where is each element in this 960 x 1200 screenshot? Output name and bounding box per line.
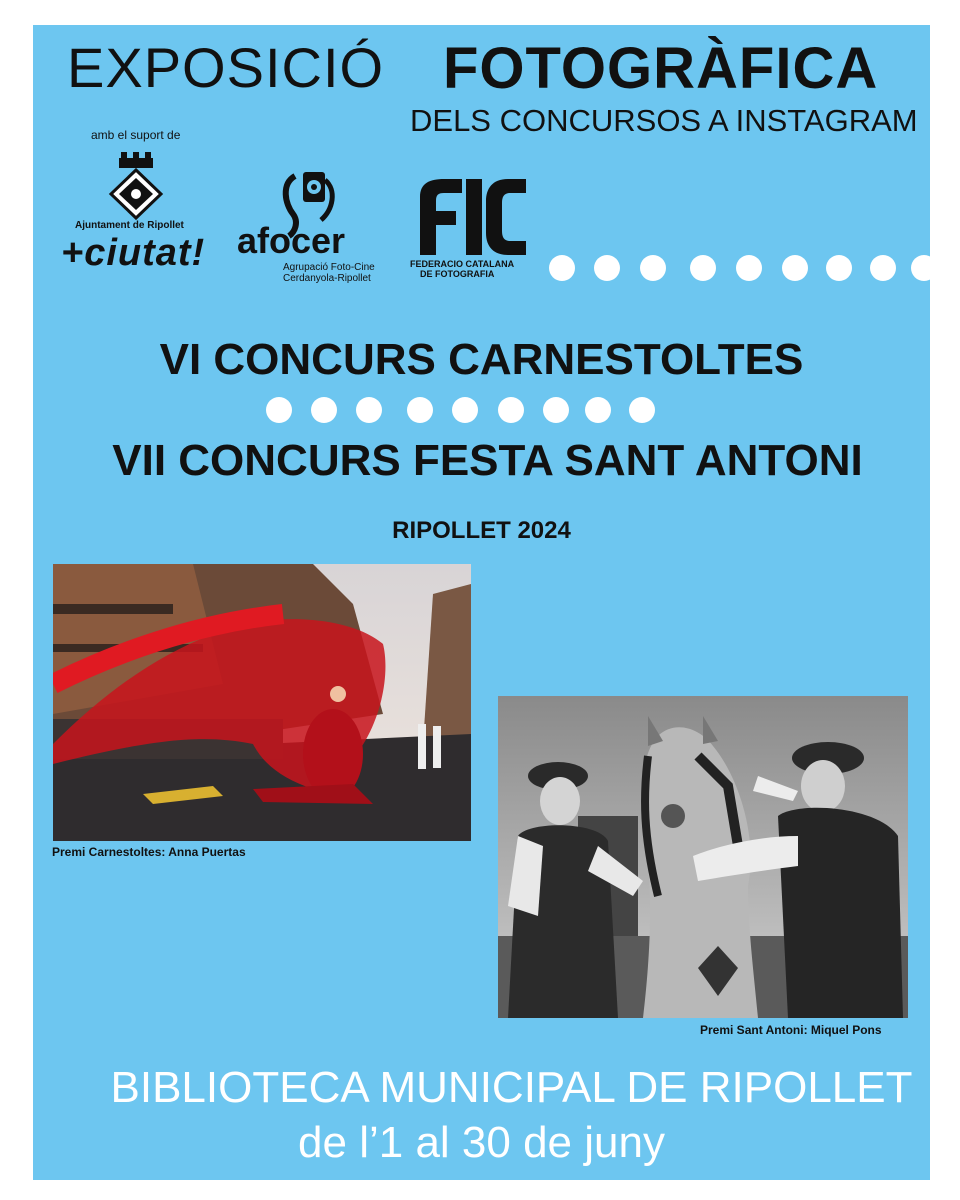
ajuntament-slogan: +ciutat! [61, 232, 206, 274]
dot [870, 255, 896, 281]
dot [782, 255, 808, 281]
photo-carnestoltes [53, 564, 471, 841]
dot [826, 255, 852, 281]
dot [690, 255, 716, 281]
dot [543, 397, 569, 423]
dot [594, 255, 620, 281]
fcf-emblem-icon [408, 175, 533, 257]
dot [629, 397, 655, 423]
dot [549, 255, 575, 281]
fcf-line1: FEDERACIO CATALANA [410, 259, 515, 269]
subtitle: DELS CONCURSOS A INSTAGRAM [410, 103, 918, 138]
support-label: amb el suport de [91, 128, 181, 142]
caption-sant-antoni: Premi Sant Antoni: Miquel Pons [700, 1023, 882, 1037]
fcf-logo [408, 175, 533, 285]
ajuntament-name: Ajuntament de Ripollet [75, 220, 184, 231]
place-year: RIPOLLET 2024 [392, 517, 571, 544]
fcf-line2: DE FOTOGRAFIA [420, 269, 495, 279]
dot [407, 397, 433, 423]
dot [911, 255, 930, 281]
title-fotografica: FOTOGRÀFICA [443, 36, 879, 101]
dot [356, 397, 382, 423]
dot [311, 397, 337, 423]
dot [640, 255, 666, 281]
photo-sant-antoni [498, 696, 908, 1018]
afocer-line2: Cerdanyola-Ripollet [283, 273, 371, 284]
dates: de l’1 al 30 de juny [298, 1118, 665, 1167]
horse-and-men-photo [498, 696, 908, 1018]
afocer-name: afocer [237, 220, 346, 261]
dot [585, 397, 611, 423]
carnival-dancer-photo [53, 564, 471, 841]
dot [736, 255, 762, 281]
dot [498, 397, 524, 423]
afocer-line1: Agrupació Foto-Cine [283, 262, 375, 273]
poster [33, 25, 930, 1180]
dot [266, 397, 292, 423]
dot [452, 397, 478, 423]
ajuntament-logo [61, 150, 211, 290]
contest-sant-antoni: VII CONCURS FESTA SANT ANTONI [112, 436, 863, 485]
afocer-logo [233, 170, 388, 290]
venue: BIBLIOTECA MUNICIPAL DE RIPOLLET [110, 1063, 913, 1112]
contest-carnestoltes: VI CONCURS CARNESTOLTES [159, 335, 804, 384]
coat-of-arms-icon [61, 150, 211, 230]
title-exposicio: EXPOSICIÓ [67, 36, 385, 99]
caption-carnestoltes: Premi Carnestoltes: Anna Puertas [52, 845, 246, 859]
